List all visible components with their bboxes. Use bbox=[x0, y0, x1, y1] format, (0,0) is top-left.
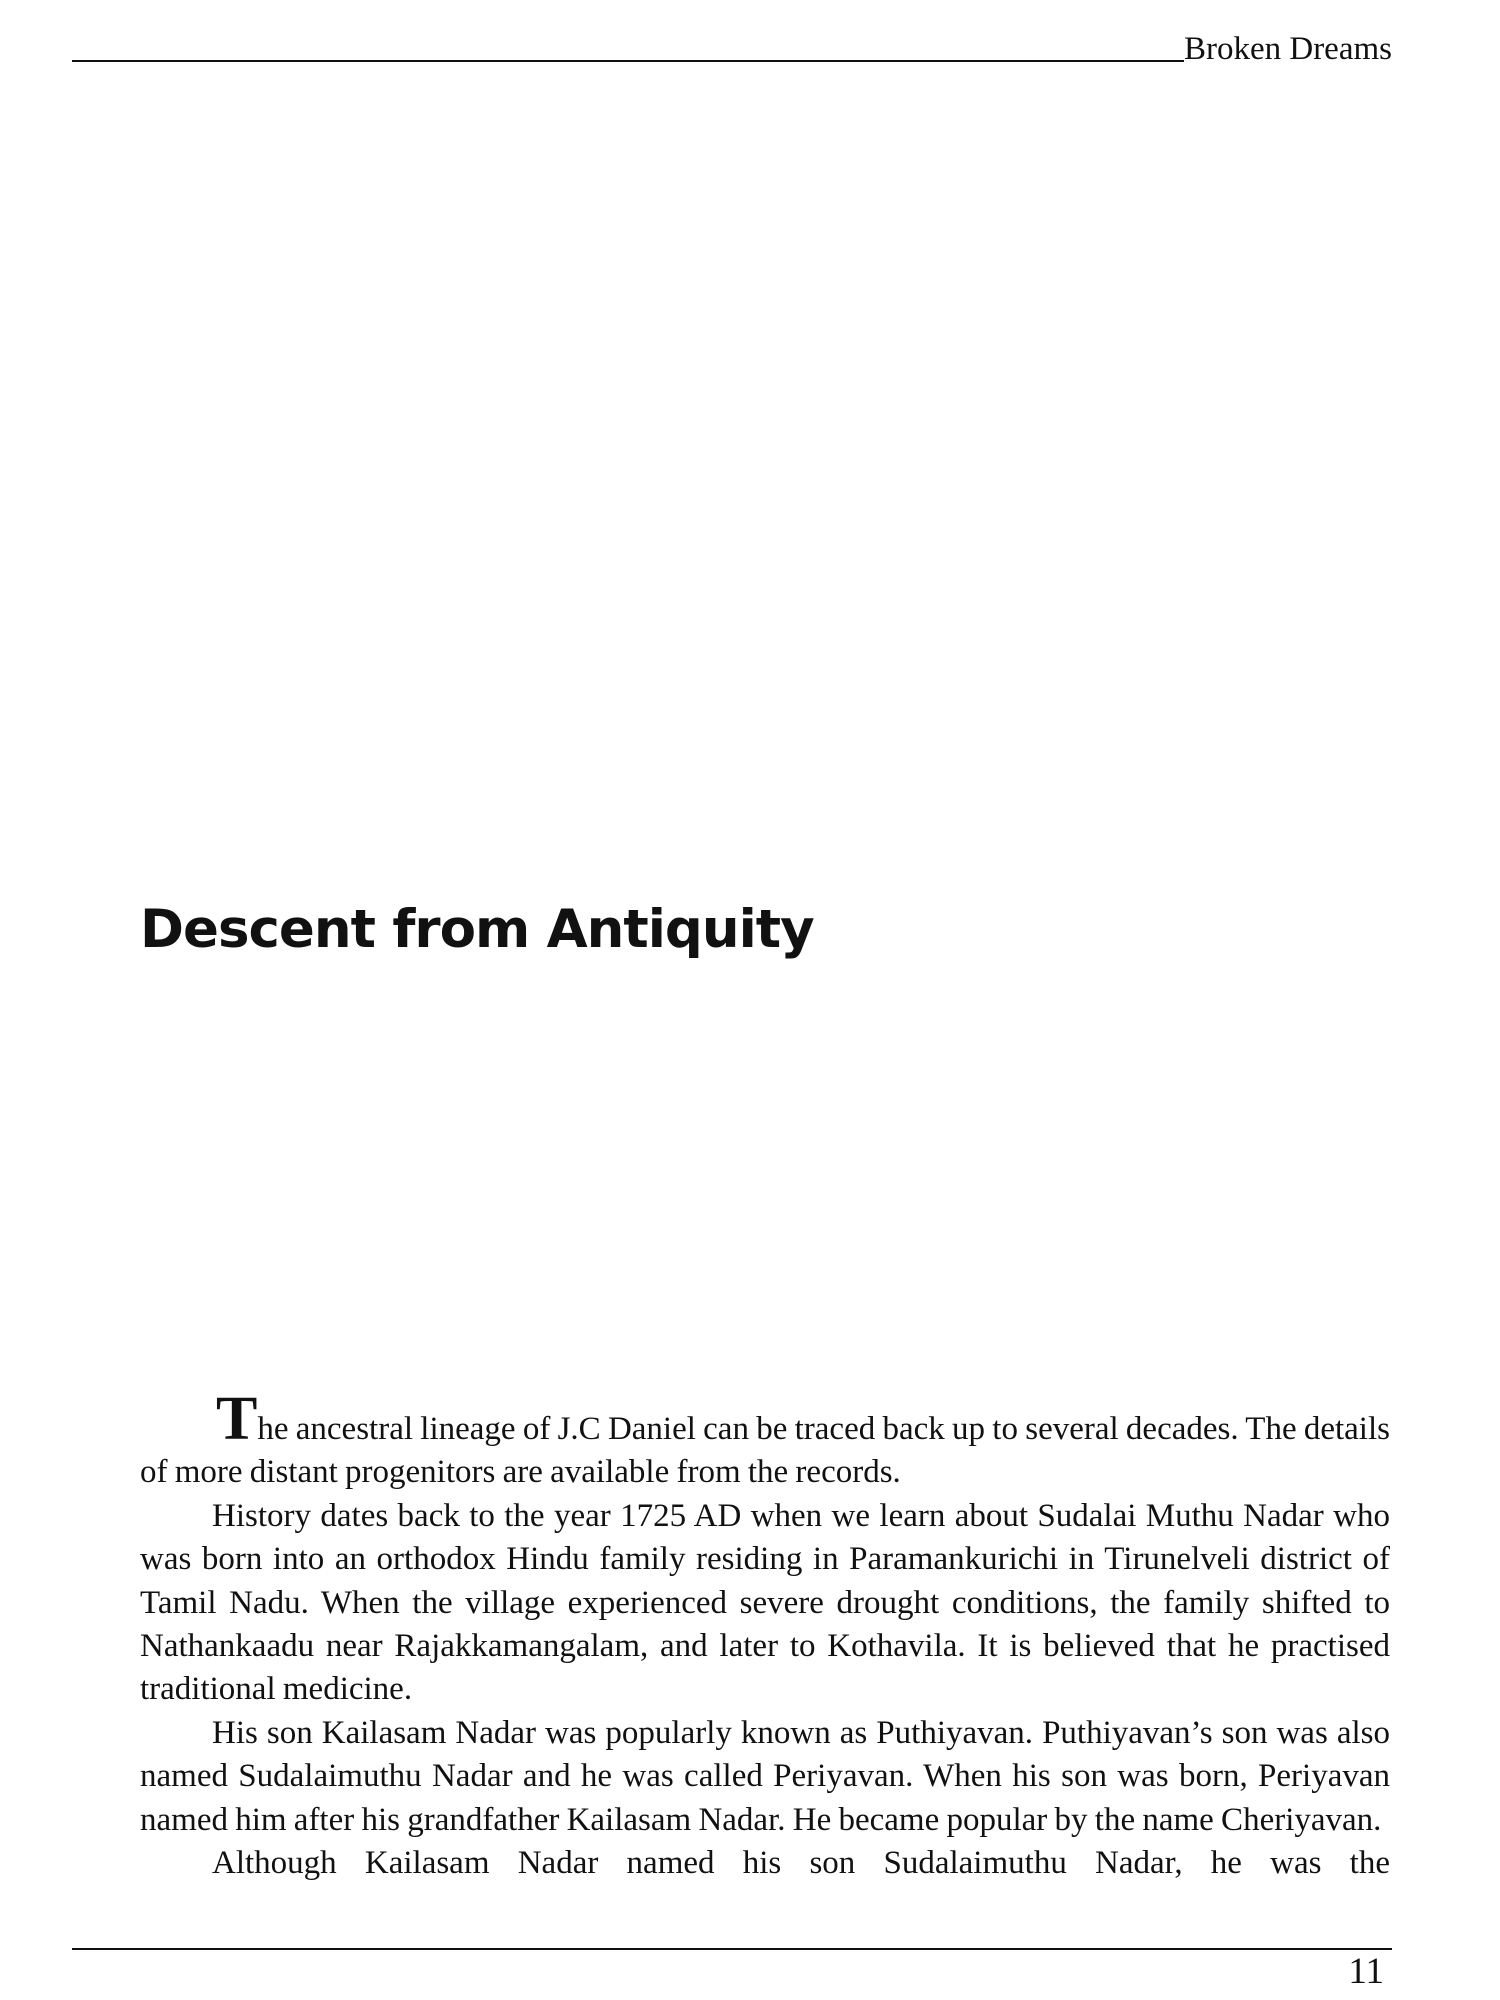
body-text bbox=[140, 1385, 1390, 1885]
chapter-title: Descent from Antiquity bbox=[140, 899, 814, 960]
paragraph-1-text: he ancestral lineage of J.C Daniel can be traced back up to several decades. The details of more distant progenitors are available from the records. bbox=[140, 1411, 1390, 1491]
page-number: 11 bbox=[1348, 1951, 1384, 1992]
running-title: Broken Dreams bbox=[1183, 31, 1392, 67]
footer-rule bbox=[72, 1948, 1392, 1950]
paragraph-3: His son Kailasam Nadar was popularly known as Puthiyavan. Puthiyavan’s son was also named Sudalaimuthu Nadar and he was called Periyavan. When his son was born, Periyavan named him after his grandfather Kailasam Nadar. He became popular by the name Cheriyavan. bbox=[140, 1714, 1390, 1838]
paragraph-1 bbox=[140, 1385, 1390, 1495]
running-header bbox=[72, 28, 1392, 68]
drop-cap: T bbox=[216, 1385, 258, 1453]
paragraph-4: Although Kailasam Nadar named his son Sudalaimuthu Nadar, he was the bbox=[212, 1845, 1390, 1882]
paragraph-2: History dates back to the year 1725 AD when we learn about Sudalai Muthu Nadar who was born into an orthodox Hindu family residing in Paramankurichi in Tirunelveli district of Tamil Nadu. When the village experienced severe drought conditions, the family shifted to Nathankaadu near Rajakkamangalam, and later to Kothavila. It is believed that he practised traditional medicine. bbox=[140, 1497, 1390, 1708]
header-rule bbox=[72, 60, 1184, 62]
